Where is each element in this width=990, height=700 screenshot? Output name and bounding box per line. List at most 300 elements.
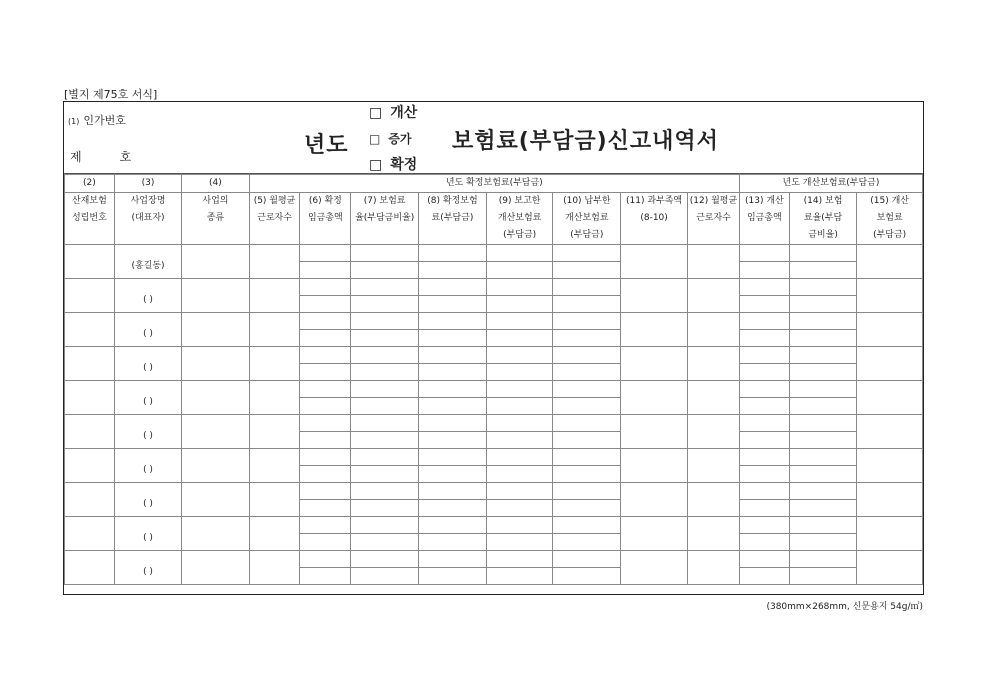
table-cell[interactable]: [351, 381, 419, 398]
table-cell[interactable]: [739, 245, 789, 262]
col-header-confirmed-wages: [300, 193, 351, 245]
table-cell[interactable]: [65, 279, 115, 313]
table-cell[interactable]: [553, 449, 621, 466]
col-header-premium-rate: [351, 193, 419, 245]
table-row: [65, 517, 923, 534]
option-confirm-label: 확정: [390, 157, 418, 173]
header-line: (6) 확정: [308, 196, 342, 206]
table-cell[interactable]: [351, 432, 419, 449]
table-cell[interactable]: [300, 466, 351, 483]
table-cell[interactable]: [300, 381, 351, 398]
estimated-premium-header: 년도 개산보험료(부담금): [739, 175, 922, 193]
confirmed-premium-header: 년도 확정보험료(부담금): [249, 175, 739, 193]
table-cell[interactable]: [486, 483, 553, 500]
table-cell[interactable]: [351, 262, 419, 279]
table-cell[interactable]: [739, 364, 789, 381]
representative-placeholder: (홍길동): [131, 261, 165, 271]
table-cell[interactable]: [688, 347, 740, 381]
permit-number-label: [68, 112, 126, 128]
table-cell[interactable]: [300, 432, 351, 449]
table-cell[interactable]: [553, 245, 621, 262]
table-cell[interactable]: [300, 517, 351, 534]
table-cell[interactable]: [182, 381, 249, 415]
table-cell[interactable]: [486, 568, 553, 585]
table-cell[interactable]: [553, 568, 621, 585]
table-cell[interactable]: [553, 347, 621, 364]
col-header-registration-no: [65, 193, 115, 245]
col-header-reported-estimate: [486, 193, 553, 245]
table-cell[interactable]: [300, 279, 351, 296]
table-cell[interactable]: [249, 381, 300, 415]
checkbox-icon[interactable]: □: [369, 132, 381, 146]
table-cell[interactable]: [351, 534, 419, 551]
table-cell[interactable]: [486, 364, 553, 381]
representative-placeholder: ( ): [143, 533, 153, 543]
table-cell[interactable]: [486, 551, 553, 568]
checkbox-icon[interactable]: □: [369, 105, 383, 121]
table-cell[interactable]: [739, 296, 789, 313]
paper-spec-note: (380mm×268mm, 신문용지 54g/㎡): [766, 602, 923, 612]
table-cell[interactable]: [182, 347, 249, 381]
table-cell[interactable]: [182, 551, 249, 585]
header-line: (부담금): [570, 230, 604, 240]
header-line: 사업의: [202, 196, 229, 206]
table-cell[interactable]: [65, 517, 115, 551]
table-cell[interactable]: [789, 245, 857, 262]
header-line: 근로자수: [696, 213, 731, 223]
table-cell[interactable]: [789, 398, 857, 415]
table-cell[interactable]: [789, 330, 857, 347]
table-cell[interactable]: [65, 551, 115, 585]
table-cell[interactable]: [351, 500, 419, 517]
table-cell[interactable]: [789, 415, 857, 432]
header-line: (9) 보고한: [498, 196, 541, 206]
table-cell[interactable]: [688, 483, 740, 517]
table-cell[interactable]: [553, 466, 621, 483]
table-cell[interactable]: [789, 296, 857, 313]
header-line: (13) 개산: [744, 196, 784, 206]
checkbox-icon[interactable]: □: [369, 157, 383, 173]
table-cell[interactable]: [857, 551, 923, 585]
table-cell[interactable]: [351, 330, 419, 347]
table-cell[interactable]: [857, 449, 923, 483]
col-header-business-type: [182, 193, 249, 245]
table-cell[interactable]: [739, 398, 789, 415]
table-cell[interactable]: [789, 381, 857, 398]
business-name-cell[interactable]: [114, 449, 181, 483]
table-cell[interactable]: [351, 466, 419, 483]
table-cell[interactable]: [351, 279, 419, 296]
table-cell[interactable]: [739, 381, 789, 398]
table-cell[interactable]: [789, 551, 857, 568]
header-line: (10) 납부한: [563, 196, 611, 206]
business-name-cell[interactable]: [114, 415, 181, 449]
table-cell[interactable]: [739, 415, 789, 432]
header-line: (대표자): [131, 213, 165, 223]
col-4-number: (4): [182, 175, 249, 193]
table-cell[interactable]: [621, 415, 688, 449]
table-row: [65, 551, 923, 568]
business-name-cell[interactable]: [114, 245, 181, 279]
table-cell[interactable]: [621, 483, 688, 517]
table-cell[interactable]: [249, 347, 300, 381]
business-name-cell[interactable]: [114, 551, 181, 585]
header-line: (11) 과부족액: [626, 196, 683, 206]
header-line: (부담금): [873, 230, 907, 240]
business-name-cell[interactable]: [114, 279, 181, 313]
option-increase[interactable]: [369, 126, 417, 152]
table-cell[interactable]: [182, 483, 249, 517]
table-cell[interactable]: [65, 313, 115, 347]
table-cell[interactable]: [857, 483, 923, 517]
table-cell[interactable]: [300, 483, 351, 500]
representative-placeholder: ( ): [143, 567, 153, 577]
table-cell[interactable]: [182, 313, 249, 347]
table-cell[interactable]: [249, 449, 300, 483]
table-cell[interactable]: [553, 534, 621, 551]
header-line: 보험료: [876, 213, 903, 223]
table-cell[interactable]: [182, 415, 249, 449]
header-line: 사업장명: [130, 196, 166, 206]
table-cell[interactable]: [65, 381, 115, 415]
representative-placeholder: ( ): [143, 431, 153, 441]
table-cell[interactable]: [688, 449, 740, 483]
table-cell[interactable]: [621, 347, 688, 381]
header-line: 종류: [206, 213, 225, 223]
table-cell[interactable]: [553, 432, 621, 449]
table-cell[interactable]: [789, 279, 857, 296]
table-cell[interactable]: [553, 262, 621, 279]
table-cell[interactable]: [486, 381, 553, 398]
table-cell[interactable]: [182, 279, 249, 313]
permit-number-field[interactable]: [70, 148, 131, 165]
form-title: 보험료(부담금)신고내역서: [452, 129, 719, 154]
table-cell[interactable]: [249, 551, 300, 585]
header-line: 개산보험료: [497, 213, 542, 223]
table-cell[interactable]: [486, 466, 553, 483]
table-cell[interactable]: [739, 517, 789, 534]
table-cell[interactable]: [857, 517, 923, 551]
table-row: [65, 279, 923, 296]
table-cell[interactable]: [621, 449, 688, 483]
table-row: [65, 245, 923, 262]
business-name-cell[interactable]: [114, 517, 181, 551]
header-line: (15) 개산: [870, 196, 910, 206]
col-header-est-wages: [739, 193, 789, 245]
table-cell[interactable]: [553, 330, 621, 347]
table-cell[interactable]: [300, 347, 351, 364]
col-header-est-premium: [857, 193, 923, 245]
table-cell[interactable]: [553, 483, 621, 500]
table-cell[interactable]: [300, 262, 351, 279]
table-cell[interactable]: [789, 500, 857, 517]
table-cell[interactable]: [419, 534, 487, 551]
table-cell[interactable]: [351, 517, 419, 534]
table-cell[interactable]: [300, 500, 351, 517]
header-line: 율(부담금비율): [355, 213, 415, 223]
report-table: [64, 174, 923, 585]
report-form: [63, 101, 924, 595]
table-cell[interactable]: [857, 347, 923, 381]
table-cell[interactable]: [419, 279, 487, 296]
col-3-number: (3): [114, 175, 181, 193]
table-cell[interactable]: [789, 483, 857, 500]
table-cell[interactable]: [789, 449, 857, 466]
header-line: 금비율): [808, 230, 838, 240]
business-name-cell[interactable]: [114, 483, 181, 517]
table-cell[interactable]: [419, 415, 487, 432]
table-cell[interactable]: [486, 245, 553, 262]
table-cell[interactable]: [789, 466, 857, 483]
table-cell[interactable]: [789, 262, 857, 279]
table-cell[interactable]: [419, 568, 487, 585]
representative-placeholder: ( ): [143, 295, 153, 305]
table-cell[interactable]: [351, 364, 419, 381]
table-cell[interactable]: [351, 296, 419, 313]
table-row: [65, 415, 923, 432]
table-cell[interactable]: [419, 313, 487, 330]
table-cell[interactable]: [486, 398, 553, 415]
table-row: [65, 483, 923, 500]
table-cell[interactable]: [621, 551, 688, 585]
header-line: 근로자수: [257, 213, 292, 223]
table-cell[interactable]: [300, 245, 351, 262]
table-cell[interactable]: [486, 517, 553, 534]
table-cell[interactable]: [486, 432, 553, 449]
table-cell[interactable]: [419, 347, 487, 364]
header-line: (7) 보험료: [363, 196, 406, 206]
table-row: [65, 313, 923, 330]
table-cell[interactable]: [739, 466, 789, 483]
header-line: 료(부담금): [431, 213, 474, 223]
table-cell[interactable]: [419, 517, 487, 534]
table-cell[interactable]: [621, 245, 688, 279]
table-cell[interactable]: [351, 449, 419, 466]
table-cell[interactable]: [419, 449, 487, 466]
col-header-business-name: [114, 193, 181, 245]
header-line: 개산보험료: [565, 213, 609, 223]
option-estimate[interactable]: [369, 100, 417, 126]
table-cell[interactable]: [300, 551, 351, 568]
je-label: 제: [70, 150, 82, 164]
table-cell[interactable]: [419, 245, 487, 262]
header-line: 임금총액: [746, 213, 782, 223]
table-row: [65, 347, 923, 364]
business-name-cell[interactable]: [114, 347, 181, 381]
col-2-number: (2): [65, 175, 115, 193]
header-line: (8) 확정보험: [427, 196, 478, 206]
table-cell[interactable]: [739, 347, 789, 364]
table-cell[interactable]: [553, 296, 621, 313]
option-increase-label: 증가: [388, 132, 412, 146]
form-number-label: [별지 제75호 서식]: [64, 88, 158, 101]
table-cell[interactable]: [553, 279, 621, 296]
table-cell[interactable]: [553, 500, 621, 517]
table-cell[interactable]: [351, 313, 419, 330]
table-cell[interactable]: [789, 432, 857, 449]
table-cell[interactable]: [419, 432, 487, 449]
table-row: [65, 449, 923, 466]
table-cell[interactable]: [249, 279, 300, 313]
table-cell[interactable]: [300, 364, 351, 381]
table-cell[interactable]: [688, 517, 740, 551]
table-cell[interactable]: [300, 415, 351, 432]
table-cell[interactable]: [486, 330, 553, 347]
option-estimate-label: 개산: [390, 105, 418, 121]
col-header-paid-estimate: [553, 193, 621, 245]
col-header-est-rate: [789, 193, 857, 245]
table-cell[interactable]: [789, 313, 857, 330]
table-cell[interactable]: [351, 551, 419, 568]
col-header-est-avg-workers: [688, 193, 740, 245]
table-cell[interactable]: [739, 568, 789, 585]
table-cell[interactable]: [65, 483, 115, 517]
header-line: (부담금): [503, 230, 537, 240]
table-cell[interactable]: [300, 398, 351, 415]
table-cell[interactable]: [486, 313, 553, 330]
table-cell[interactable]: [486, 262, 553, 279]
table-cell[interactable]: [857, 279, 923, 313]
header-line: (12) 월평균: [689, 196, 738, 206]
table-cell[interactable]: [182, 245, 249, 279]
business-name-cell[interactable]: [114, 381, 181, 415]
table-cell[interactable]: [688, 313, 740, 347]
table-cell[interactable]: [65, 347, 115, 381]
table-cell[interactable]: [789, 517, 857, 534]
table-cell[interactable]: [249, 517, 300, 551]
table-cell[interactable]: [553, 551, 621, 568]
table-cell[interactable]: [739, 279, 789, 296]
table-cell[interactable]: [486, 279, 553, 296]
table-cell[interactable]: [789, 364, 857, 381]
table-cell[interactable]: [419, 483, 487, 500]
form-header: [64, 102, 923, 174]
table-cell[interactable]: [249, 415, 300, 449]
table-cell[interactable]: [553, 415, 621, 432]
table-cell[interactable]: [553, 364, 621, 381]
table-cell[interactable]: [300, 534, 351, 551]
table-cell[interactable]: [182, 449, 249, 483]
table-cell[interactable]: [857, 381, 923, 415]
table-cell[interactable]: [182, 517, 249, 551]
table-cell[interactable]: [65, 415, 115, 449]
table-cell[interactable]: [351, 398, 419, 415]
table-cell[interactable]: [486, 347, 553, 364]
col-header-difference: [621, 193, 688, 245]
table-cell[interactable]: [419, 364, 487, 381]
table-cell[interactable]: [419, 466, 487, 483]
table-cell[interactable]: [419, 398, 487, 415]
table-cell[interactable]: [249, 245, 300, 279]
representative-placeholder: ( ): [143, 397, 153, 407]
table-row: [65, 381, 923, 398]
col-header-avg-workers: [249, 193, 300, 245]
table-cell[interactable]: [688, 381, 740, 415]
table-cell[interactable]: [553, 398, 621, 415]
year-label: 년도: [304, 133, 349, 158]
table-cell[interactable]: [486, 534, 553, 551]
table-cell[interactable]: [553, 313, 621, 330]
table-cell[interactable]: [688, 279, 740, 313]
table-cell[interactable]: [621, 517, 688, 551]
table-cell[interactable]: [688, 551, 740, 585]
col-header-confirmed-premium: [419, 193, 487, 245]
ho-label: 호: [119, 150, 132, 164]
table-cell[interactable]: [419, 296, 487, 313]
table-cell[interactable]: [65, 449, 115, 483]
header-line: (5) 월평균: [253, 196, 296, 206]
table-cell[interactable]: [300, 330, 351, 347]
header-line: 임금총액: [307, 213, 343, 223]
table-cell[interactable]: [789, 347, 857, 364]
table-cell[interactable]: [739, 483, 789, 500]
representative-placeholder: ( ): [143, 329, 153, 339]
table-cell[interactable]: [486, 296, 553, 313]
table-cell[interactable]: [621, 279, 688, 313]
table-cell[interactable]: [739, 500, 789, 517]
table-cell[interactable]: [739, 432, 789, 449]
table-cell[interactable]: [789, 568, 857, 585]
business-name-cell[interactable]: [114, 313, 181, 347]
table-cell[interactable]: [351, 245, 419, 262]
table-cell[interactable]: [419, 500, 487, 517]
table-cell[interactable]: [249, 313, 300, 347]
table-cell[interactable]: [300, 313, 351, 330]
table-cell[interactable]: [419, 381, 487, 398]
table-cell[interactable]: [351, 568, 419, 585]
table-cell[interactable]: [553, 517, 621, 534]
table-cell[interactable]: [621, 381, 688, 415]
permit-number-index: (1): [68, 117, 80, 126]
table-cell[interactable]: [486, 500, 553, 517]
representative-placeholder: ( ): [143, 499, 153, 509]
table-cell[interactable]: [351, 483, 419, 500]
table-cell[interactable]: [739, 313, 789, 330]
table-cell[interactable]: [300, 296, 351, 313]
header-line: 성립번호: [71, 213, 107, 223]
table-cell[interactable]: [621, 313, 688, 347]
table-cell[interactable]: [419, 330, 487, 347]
header-line: 산재보험: [71, 196, 107, 206]
table-cell[interactable]: [553, 381, 621, 398]
header-line: (8-10): [640, 213, 668, 223]
table-cell[interactable]: [351, 347, 419, 364]
table-cell[interactable]: [789, 534, 857, 551]
table-cell[interactable]: [65, 245, 115, 279]
table-cell[interactable]: [486, 449, 553, 466]
table-cell[interactable]: [857, 245, 923, 279]
permit-number-text: 인가번호: [83, 114, 126, 127]
table-cell[interactable]: [486, 415, 553, 432]
table-cell[interactable]: [857, 313, 923, 347]
representative-placeholder: ( ): [143, 465, 153, 475]
report-type-options: [369, 100, 417, 178]
table-cell[interactable]: [739, 449, 789, 466]
table-cell[interactable]: [419, 262, 487, 279]
table-cell[interactable]: [351, 415, 419, 432]
table-cell[interactable]: [739, 534, 789, 551]
table-cell[interactable]: [739, 551, 789, 568]
table-cell[interactable]: [300, 568, 351, 585]
table-cell[interactable]: [300, 449, 351, 466]
table-cell[interactable]: [688, 245, 740, 279]
table-cell[interactable]: [419, 551, 487, 568]
table-cell[interactable]: [857, 415, 923, 449]
table-cell[interactable]: [688, 415, 740, 449]
table-cell[interactable]: [249, 483, 300, 517]
table-cell[interactable]: [739, 330, 789, 347]
table-cell[interactable]: [739, 262, 789, 279]
